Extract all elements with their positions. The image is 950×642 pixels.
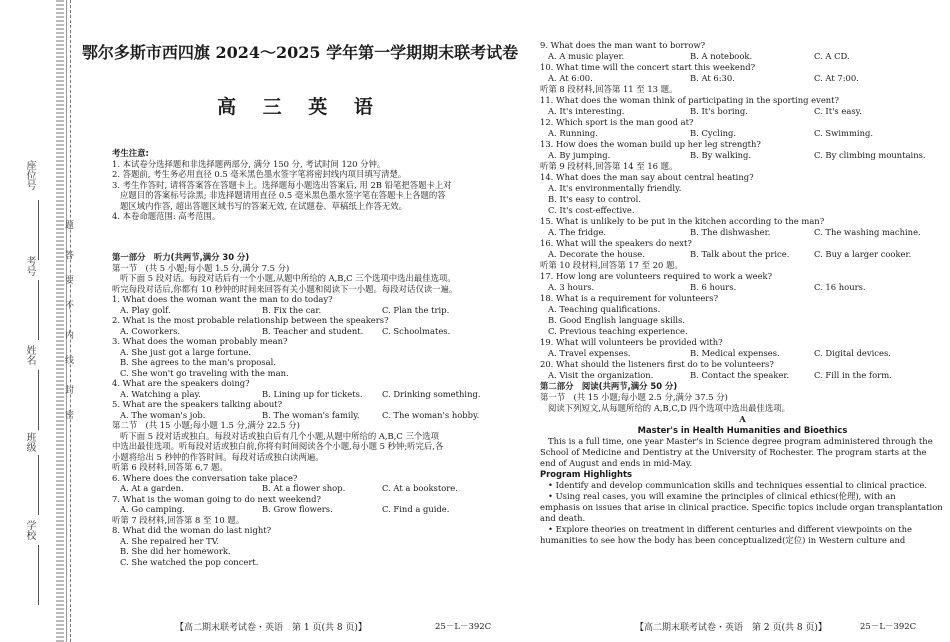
section1-instruction: 听完每段对话后,你都有 10 秒钟的时间来回答有关小题和阅读下一小题。每段对话仅读一遍。 — [112, 283, 458, 294]
class-label: 班级 — [24, 432, 35, 452]
exam-subject: 高 三 英 语 — [217, 96, 383, 118]
option: C. The washing machine. — [814, 227, 921, 237]
option: A. Running. — [548, 128, 598, 138]
passage-title: Master's in Health Humanities and Bioethics — [637, 425, 848, 435]
option: B. Teacher and student. — [262, 325, 364, 336]
option: C. It's cost-effective. — [548, 205, 635, 215]
question-12: 12. Which sport is the man good at? — [540, 117, 694, 127]
option: C. Fill in the form. — [814, 370, 892, 380]
page-code: 25－L－392C — [435, 622, 492, 632]
option: C. 16 hours. — [814, 282, 866, 292]
school-line — [38, 545, 39, 605]
material-note: 听第 7 段材料,回答第 8 至 10 题。 — [112, 514, 245, 525]
passage-line: School of Medicine and Dentistry at the University of Rochester. The program starts at the — [540, 447, 927, 457]
question-11-options — [540, 106, 945, 117]
option: C. Find a guide. — [382, 504, 450, 514]
part2-section1-heading: 第一节 (共 15 小题;每小题 2.5 分,满分 37.5 分) — [540, 392, 728, 402]
option: C. At a bookstore. — [382, 483, 458, 493]
option: B. Good English language skills. — [548, 315, 686, 325]
option: A. She repaired her TV. — [120, 535, 219, 546]
option: A. Visit the organization. — [548, 370, 654, 380]
highlight-line: • Identify and develop communication skills and techniques essential to clinical practice. — [548, 480, 928, 490]
option: B. 6 hours. — [690, 282, 737, 292]
option: C. At 7:00. — [814, 73, 859, 83]
option: A. She just got a large fortune. — [120, 346, 252, 357]
exam-number-label: 考号 — [24, 256, 35, 276]
binding-stripe — [56, 0, 64, 642]
option: B. A notebook. — [690, 51, 753, 61]
seal-char: 题 — [63, 220, 73, 229]
option: B. It's boring. — [690, 106, 748, 116]
option: A. At a garden. — [120, 483, 184, 493]
option: C. Plan the trip. — [382, 304, 450, 315]
question-2: 2. What is the most probable relationship between the speakers? — [112, 315, 389, 325]
option: B. Talk about the price. — [690, 249, 790, 259]
question-6: 6. Where does the conversation take place? — [112, 472, 298, 483]
question-10-options — [540, 73, 945, 84]
question-16-options — [540, 249, 945, 260]
option: A. At 6:00. — [548, 73, 593, 83]
option: A. Watching a play. — [120, 388, 201, 399]
notice-item: 题区域内作答, 超出答题区域书写的答案无效, 在试题卷、草稿纸上作答无效。 — [120, 200, 408, 211]
right-page — [540, 0, 945, 642]
question-19-options — [540, 348, 945, 359]
option: A. It's interesting. — [548, 106, 625, 116]
option: C. Swimming. — [814, 128, 873, 138]
page-code: 25－L－392C — [860, 622, 917, 632]
option: B. By walking. — [690, 150, 752, 160]
option: C. Previous teaching experience. — [548, 326, 688, 336]
question-9-options — [540, 51, 945, 62]
seal-char: 答 — [63, 250, 73, 259]
option: B. She agrees to the man's proposal. — [120, 357, 276, 367]
page-footer: 【高二期末联考试卷・英语 第 2 页(共 8 页)】 — [635, 623, 827, 633]
option: B. Cycling. — [690, 128, 737, 138]
notice-block — [112, 148, 520, 222]
cut-line — [70, 0, 71, 642]
seal-char: 封 — [63, 385, 73, 394]
notice-heading: 考生注意: — [112, 148, 149, 158]
material-note: 听第 6 段材料,回答第 6,7 题。 — [112, 462, 228, 472]
exam-number-line — [38, 280, 39, 340]
option: A. The fridge. — [548, 227, 607, 237]
seal-char: 不 — [63, 300, 73, 309]
question-8: 8. What did the woman do last night? — [112, 525, 272, 535]
option: A. The woman's job. — [120, 409, 206, 420]
seat-number-line — [38, 200, 39, 260]
option: A. A music player. — [548, 51, 625, 61]
option: A. 3 hours. — [548, 282, 595, 292]
listening-continued-block — [540, 40, 945, 546]
option: B. Lining up for tickets. — [262, 388, 363, 399]
passage-letter: A — [739, 414, 746, 424]
question-5-options — [112, 410, 520, 421]
class-line — [38, 455, 39, 515]
question-12-options — [540, 128, 945, 139]
section2-instruction: 小题将给出 5 秒钟的作答时间。每段对话或独白读两遍。 — [112, 451, 324, 462]
option: C. It's easy. — [814, 106, 862, 116]
section1-heading: 第一节 (共 5 小题;每小题 1.5 分,满分 7.5 分) — [112, 262, 290, 273]
notice-item: 3. 考生作答时, 请将答案答在答题卡上。选择题每小题选出答案后, 用 2B 铅笔把答题卡上对 — [112, 179, 452, 190]
option: B. Contact the speaker. — [690, 370, 790, 380]
left-page — [80, 0, 520, 642]
option: A. Play golf. — [120, 304, 171, 315]
question-10: 10. What time will the concert start this weekend? — [540, 62, 756, 72]
seal-char: 密 — [63, 410, 73, 419]
question-17-options — [540, 282, 945, 293]
section2-heading: 第二节 (共 15 小题;每小题 1.5 分,满分 22.5 分) — [112, 420, 300, 430]
option: C. Buy a larger cooker. — [814, 249, 912, 259]
material-note: 听第 8 段材料,回答第 11 至 13 题。 — [540, 84, 678, 94]
highlights-heading: Program Highlights — [540, 469, 632, 479]
highlight-line: • Explore theories on treatment in different centuries and different viewpoints on the — [548, 524, 912, 534]
option: B. At 6:30. — [690, 73, 735, 83]
question-13-options — [540, 150, 945, 161]
option: C. Drinking something. — [382, 388, 481, 399]
highlight-line: humanities to see how the body has been conceptualized(定位) in Western culture and — [540, 535, 906, 545]
question-15: 15. What is unlikely to be put in the kitchen according to the man? — [540, 216, 825, 226]
option: A. Teaching qualifications. — [548, 304, 661, 314]
question-7: 7. What is the woman going to do next weekend? — [112, 493, 321, 504]
option: A. Coworkers. — [120, 325, 181, 336]
material-note: 听第 10 段材料,回答第 17 至 20 题。 — [540, 260, 683, 270]
option: B. She did her homework. — [120, 546, 231, 556]
question-20-options — [540, 370, 945, 381]
option: B. Grow flowers. — [262, 504, 333, 514]
option: B. It's easy to control. — [548, 194, 642, 204]
question-18: 18. What is a requirement for volunteers? — [540, 293, 719, 303]
listening-block — [112, 252, 520, 567]
part2-instruction: 阅读下列短文,从每题所给的 A,B,C,D 四个选项中选出最佳选项。 — [548, 403, 790, 413]
name-line — [38, 370, 39, 430]
notice-item: 1. 本试卷分选择题和非选择题两部分, 满分 150 分, 考试时间 120 分钟。 — [112, 158, 386, 169]
school-label: 学校 — [24, 520, 35, 540]
option: B. The woman's family. — [262, 409, 360, 420]
question-20: 20. What should the listeners first do to be volunteers? — [540, 359, 774, 369]
part2-heading: 第二部分 阅读(共两节,满分 50 分) — [540, 381, 678, 391]
question-13: 13. How does the woman build up her leg strength? — [540, 139, 761, 149]
option: B. Medical expenses. — [690, 348, 780, 358]
question-4: 4. What are the speakers doing? — [112, 378, 250, 388]
question-6-options — [112, 483, 520, 494]
notice-item: 4. 本卷命题范围: 高考范围。 — [112, 211, 221, 221]
option: B. Fix the car. — [262, 304, 322, 315]
question-16: 16. What will the speakers do next? — [540, 238, 692, 248]
seal-char: 线 — [63, 355, 73, 364]
question-17: 17. How long are volunteers required to work a week? — [540, 271, 773, 281]
question-1-options — [112, 305, 520, 316]
section2-instruction: 听下面 5 段对话或独白。每段对话或独白后有几个小题,从题中所给的 A,B,C 三个选项 — [120, 430, 439, 441]
option: C. By climbing mountains. — [814, 150, 926, 160]
option: C. She won't go traveling with the man. — [120, 367, 289, 378]
question-9: 9. What does the man want to borrow? — [540, 40, 706, 50]
option: C. Schoolmates. — [382, 325, 451, 336]
question-14: 14. What does the man say about central heating? — [540, 172, 754, 182]
exam-title: 鄂尔多斯市西四旗 2024～2025 学年第一学期期末联考试卷 — [81, 43, 519, 62]
page-footer: 【高二期末联考试卷・英语 第 1 页(共 8 页)】 — [175, 623, 367, 633]
section2-instruction: 中选出最佳选项。听每段对话或独白前,你将有时间阅读各个小题,每小题 5 秒钟;听完后,各 — [112, 441, 444, 451]
option: B. At a flower shop. — [262, 483, 346, 493]
highlight-line: • Using real cases, you will examine the principles of clinical ethics(伦理), with an — [548, 491, 896, 501]
section1-instruction: 听下面 5 段对话。每段对话后有一个小题,从题中所给的 A,B,C 三个选项中选出最佳选项。 — [120, 273, 456, 283]
part1-heading: 第一部分 听力(共两节,满分 30 分) — [112, 252, 250, 262]
notice-item: 应题目的答案标号涂黑; 非选择题请用直径 0.5 毫米黑色墨水签字笔在答题卡上各题的答 — [120, 190, 446, 200]
question-5: 5. What are the speakers talking about? — [112, 399, 283, 409]
passage-line: end of August and ends in mid-May. — [540, 458, 693, 468]
question-3: 3. What does the woman probably mean? — [112, 336, 288, 346]
question-2-options — [112, 326, 520, 337]
question-7-options — [112, 504, 520, 515]
question-4-options — [112, 389, 520, 400]
option: A. Decorate the house. — [548, 249, 645, 259]
option: C. She watched the pop concert. — [120, 556, 259, 567]
seal-char: 要 — [63, 275, 73, 284]
question-11: 11. What does the woman think of participating in the sporting event? — [540, 95, 840, 105]
option: A. Go camping. — [120, 504, 185, 514]
question-15-options — [540, 227, 945, 238]
option: C. The woman's hobby. — [382, 409, 480, 420]
question-1: 1. What does the woman want the man to do today? — [112, 294, 333, 304]
seal-char: 内 — [63, 330, 73, 339]
option: B. The dishwasher. — [690, 227, 771, 237]
option: A. It's environmentally friendly. — [548, 183, 682, 193]
option: A. Travel expenses. — [548, 348, 631, 358]
notice-item: 2. 答题前, 考生务必用直径 0.5 毫米黑色墨水签字笔将密封线内项目填写清楚。 — [112, 169, 407, 179]
binding-margin — [0, 0, 73, 642]
question-19: 19. What will volunteers be provided with? — [540, 337, 723, 347]
highlight-line: emphasis on issues that arise in clinical practice. Specific topics include organ transplantation — [540, 502, 943, 512]
seat-number-label: 座位号 — [24, 160, 35, 190]
option: C. A CD. — [814, 51, 850, 61]
option: C. Digital devices. — [814, 348, 891, 358]
option: A. By jumping. — [548, 150, 611, 160]
highlight-line: and death. — [540, 513, 586, 523]
name-label: 姓名 — [24, 345, 35, 365]
passage-line: This is a full time, one year Master's in Science degree program administered through the — [548, 436, 933, 446]
material-note: 听第 9 段材料,回答第 14 至 16 题。 — [540, 161, 678, 171]
